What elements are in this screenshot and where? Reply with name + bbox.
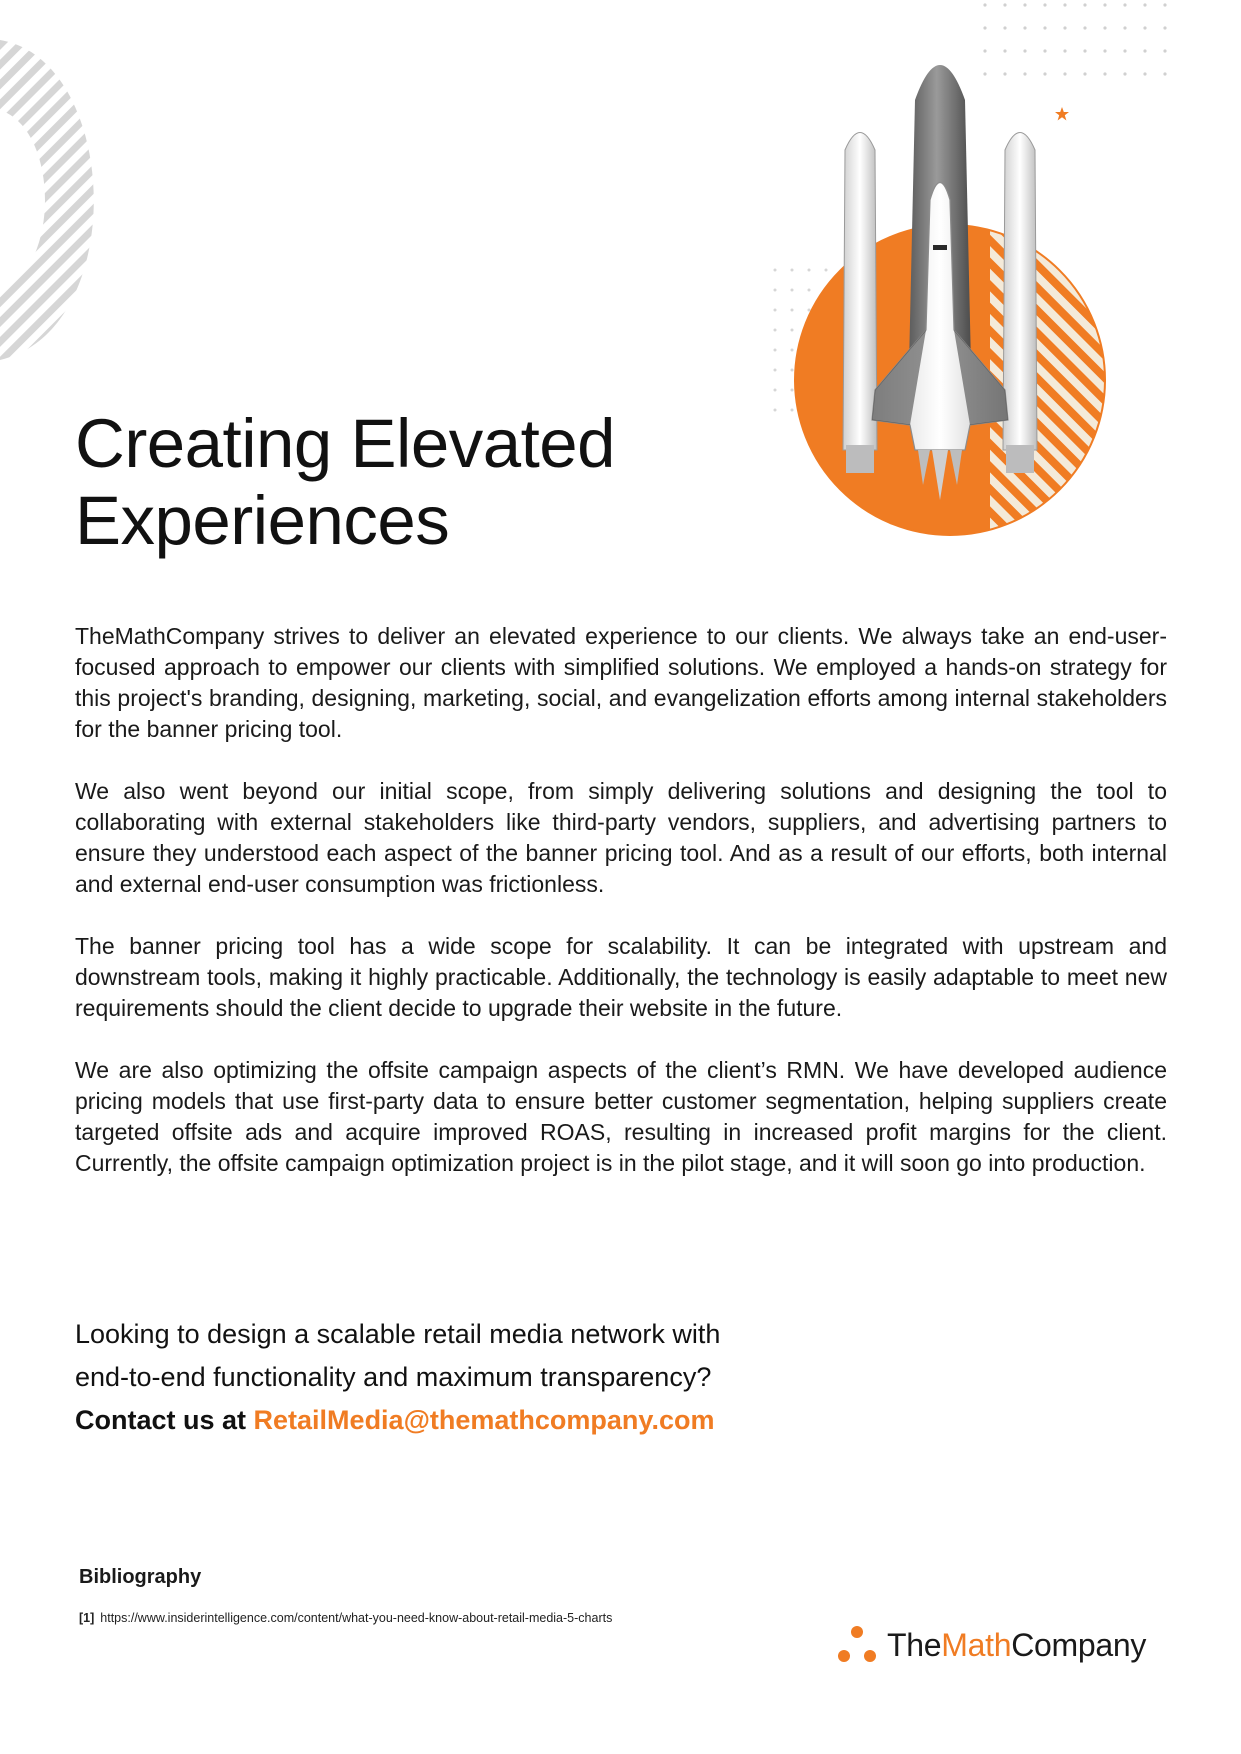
logo-wordmark-company: Company — [1011, 1626, 1147, 1663]
page-title-line-1: Creating Elevated — [75, 405, 615, 482]
body-paragraph: We also went beyond our initial scope, from simply delivering solutions and designing the tool to collaborating with external stakeholders like third-party vendors, suppliers, and advertising partners to ensure they understood each aspect of the banner pricing tool. And as a result of our efforts, both internal and external end-user consumption was frictionless. — [75, 778, 1167, 897]
call-to-action — [75, 1313, 975, 1442]
cta-question-line-1: Looking to design a scalable retail media network with — [75, 1319, 721, 1349]
decorative-striped-arc — [0, 40, 110, 360]
bibliography-item-number: [1] — [79, 1611, 95, 1625]
contact-email-link[interactable]: RetailMedia@themathcompany.com — [253, 1405, 715, 1435]
page-title-line-2: Experiences — [75, 482, 450, 559]
logo-wordmark — [887, 1627, 1146, 1664]
cta-contact-line — [75, 1399, 975, 1442]
body-copy — [75, 621, 1167, 1210]
cta-contact-prefix: Contact us at — [75, 1405, 254, 1435]
cta-question-line-2: end-to-end functionality and maximum transparency? — [75, 1362, 712, 1392]
three-dots-triangle-icon — [835, 1623, 879, 1667]
space-shuttle-illustration — [740, 30, 1160, 550]
bibliography-item-url[interactable]: https://www.insiderintelligence.com/content/what-you-need-know-about-retail-media-5-charts — [100, 1611, 613, 1625]
body-paragraph: We are also optimizing the offsite campaign aspects of the client’s RMN. We have developed audience pricing models that use first-party data to ensure better customer segmentation, helping suppliers create targeted offsite ads and acquire improved ROAS, resulting in increased profit margins for the client. Currently, the offsite campaign optimization project is in the pilot stage, and it will soon go into production. — [75, 1057, 1167, 1176]
logo-wordmark-the: The — [887, 1626, 942, 1663]
bibliography-item — [79, 1611, 612, 1625]
page-title — [75, 405, 715, 559]
logo-wordmark-math: Math — [941, 1626, 1012, 1663]
company-logo — [835, 1620, 1146, 1670]
body-paragraph: TheMathCompany strives to deliver an elevated experience to our clients. We always take an end-user-focused approach to empower our clients with simplified solutions. We employed a hands-on strategy for this project's branding, designing, marketing, social, and evangelization efforts among internal stakeholders for the banner pricing tool. — [75, 623, 1167, 742]
body-paragraph: The banner pricing tool has a wide scope for scalability. It can be integrated with upstream and downstream tools, making it highly practicable. Additionally, the technology is easily adaptable to meet new requirements should the client decide to upgrade their website in the future. — [75, 933, 1167, 1021]
bibliography-heading: Bibliography — [79, 1566, 202, 1588]
